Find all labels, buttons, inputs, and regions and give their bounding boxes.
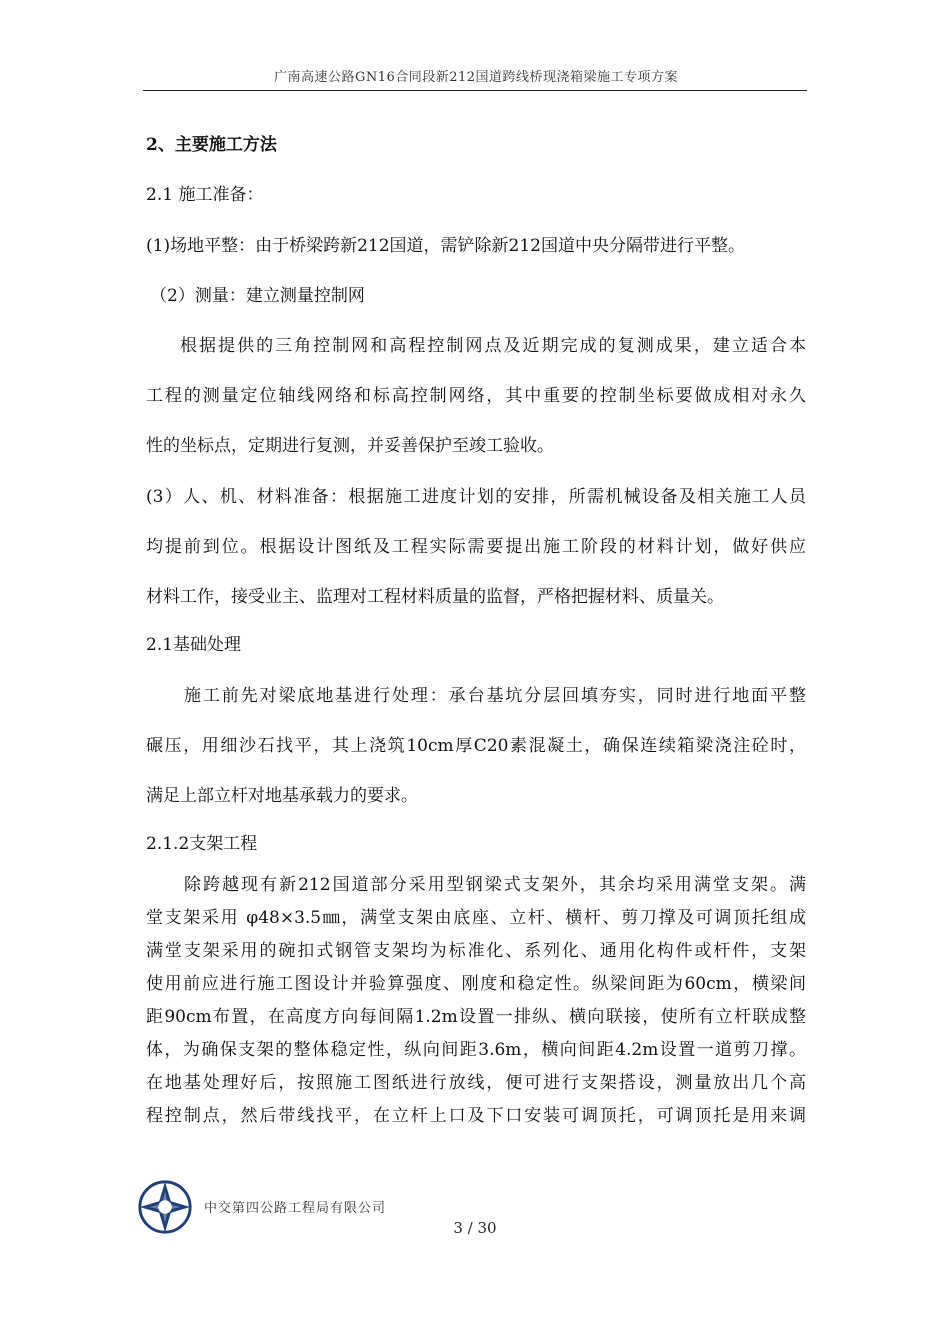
support-para-line: 在地基处理好后，按照施工图纸进行放线，便可进行支架搭设，测量放出几个高: [146, 1073, 806, 1093]
support-para-line: 满堂支架采用的碗扣式钢管支架均为标准化、系列化、通用化构件或杆件，支架: [146, 941, 806, 961]
page-number: 3 / 30: [453, 1219, 497, 1237]
foundation-para-line: 碾压，用细沙石找平，其上浇筑10cm厚C20素混凝土，确保连续箱梁浇注砼时，: [146, 736, 806, 756]
support-para-line: 程控制点，然后带线找平，在立杆上口及下口安装可调顶托，可调顶托是用来调: [146, 1106, 806, 1126]
subsection-foundation: 2.1基础处理: [146, 635, 242, 655]
header-divider: [143, 90, 807, 91]
support-para-line: 除跨越现有新212国道部分采用型钢梁式支架外，其余均采用满堂支架。满: [184, 875, 806, 895]
survey-para-line: 工程的测量定位轴线网络和标高控制网络，其中重要的控制坐标要做成相对永久: [146, 386, 806, 406]
item-3-para-line: 均提前到位。根据设计图纸及工程实际需要提出施工阶段的材料计划，做好供应: [146, 537, 806, 557]
footer-company-name: 中交第四公路工程局有限公司: [204, 1201, 387, 1216]
survey-para-line: 性的坐标点，定期进行复测，并妥善保护至竣工验收。: [146, 436, 554, 456]
support-para-line: 使用前应进行施工图设计并验算强度、刚度和稳定性。纵梁间距为60cm，横梁间: [146, 974, 806, 994]
foundation-para-line: 施工前先对梁底地基进行处理：承台基坑分层回填夯实，同时进行地面平整: [184, 686, 806, 706]
item-1-site-leveling: (1)场地平整：由于桥梁跨新212国道，需铲除新212国道中央分隔带进行平整。: [146, 236, 745, 256]
support-para-line: 堂支架采用 φ48×3.5㎜，满堂支架由底座、立杆、横杆、剪刀撑及可调顶托组成: [146, 908, 806, 928]
subsection-2-1: 2.1 施工准备：: [146, 185, 264, 205]
subsection-2-1-2: 2.1.2支架工程: [146, 834, 258, 854]
support-para-line: 体，为确保支架的整体稳定性，纵向间距3.6m，横向间距4.2m设置一道剪刀撑。: [146, 1040, 806, 1060]
item-2-survey: （2）测量：建立测量控制网: [150, 286, 365, 306]
item-3-para-line: 材料工作，接受业主、监理对工程材料质量的监督，严格把握材料、质量关。: [146, 587, 724, 607]
section-heading: 2、主要施工方法: [146, 135, 277, 155]
foundation-para-line: 满足上部立杆对地基承载力的要求。: [146, 786, 418, 806]
support-para-line: 距90cm布置，在高度方向每间隔1.2m设置一排纵、横向联接，使所有立杆联成整: [146, 1007, 806, 1027]
header-title: 广南高速公路GN16合同段新212国道跨线桥现浇箱梁施工专项方案: [273, 70, 679, 85]
item-3-para-line: (3）人、机、材料准备：根据施工进度计划的安排，所需机械设备及相关施工人员: [146, 487, 806, 507]
survey-para-line: 根据提供的三角控制网和高程控制网点及近期完成的复测成果，建立适合本: [180, 336, 806, 356]
